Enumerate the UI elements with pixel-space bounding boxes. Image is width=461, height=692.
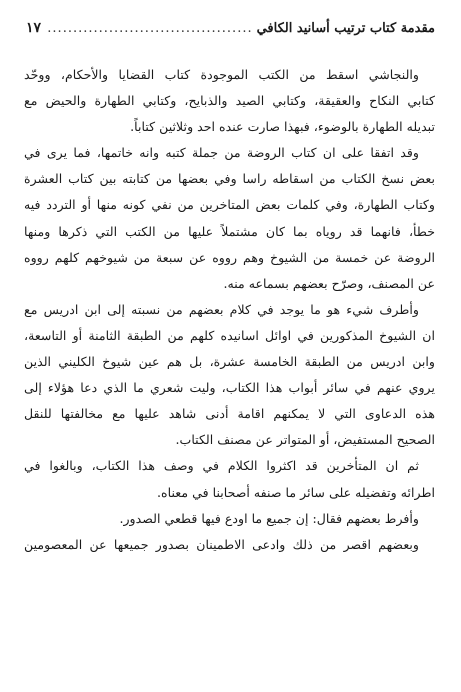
header-dot-leader [45, 21, 253, 36]
paragraph-line: الصحيح المستفيض، أو المتواتر عن مصنف الكتاب. [175, 432, 435, 448]
paragraph-line: خطأ، فانهما قد روياه بما كان مشتملاً عليها من الكتب التي ذكرها ومنها [24, 223, 435, 239]
paragraph-line: الروضة عن خمسة من الشيوخ وهم رووه عن سبعة من شيوخهم كلهم رووه [24, 249, 435, 265]
paragraph-line: كتابي النكاح والعقيقة، وكتابي الصيد والذبايح، وكتابي الطهارة والحيض مع [24, 93, 435, 109]
paragraph-line: هذه الدعاوى التي لا يمكنهم اقامة أدنى شاهد عليها مع مخالفتها للنقل [24, 406, 435, 422]
paragraph-line: وكتاب الطهارة، وفي كلمات بعض المتاخرين من نفي كونه منها أو التردد فيه [24, 197, 435, 213]
paragraph-line: اطرائه وتفضيله على سائر ما صنفه أصحابنا في معناه. [157, 484, 435, 500]
paragraph-line: بعض نسخ الكتاب من اسقاطه راسا وفي بعضها من كتابته بين كتاب العشرة [24, 171, 435, 187]
paragraph-line: يروي عنهم في سائر أبواب هذا الكتاب، وليت شعري ما الذي دعا هؤلاء إلى [24, 380, 435, 396]
paragraph-line: وبعضهم اقصر من ذلك وادعى الاطمينان بصدور جميعها عن المعصومين [24, 536, 419, 552]
paragraph-line: عن المصنف، وصرّح بعضهم بسماعه منه. [223, 275, 435, 291]
paragraph-line: وأطرف شيء هو ما يوجد في كلام بعضهم من نسبته إلى ابن ادريس مع [24, 301, 419, 317]
paragraph-line: والنجاشي اسقط من الكتب الموجودة كتاب القضايا والأحكام، ووحّد [24, 67, 419, 82]
running-header [26, 20, 435, 42]
header-title: مقدمة كتاب ترتيب أسانيد الكافي [256, 21, 435, 36]
paragraph-line: وأفرط بعضهم فقال: إن جميع ما اودع فيها قطعي الصدور. [119, 510, 419, 526]
paragraph-line: ثم ان المتأخرين قد اكثروا الكلام في وصف هذا الكتاب، وبالغوا في [24, 458, 419, 474]
paragraph-line: تبديله الطهارة بالوضوء، فبهذا صارت عنده احد وثلاثين كتاباً. [130, 119, 435, 135]
paragraph-line: ان الشيوخ المذكورين في اوائل اسانيده كلهم من الطبقة الثامنة أو التاسعة، [24, 327, 435, 343]
page-number: ١٧ [26, 20, 42, 36]
paragraph-line: وابن ادريس من الطبقة الخامسة عشرة، بل هم عين شيوخ الكليني الذين [24, 354, 435, 370]
body-text [24, 62, 435, 558]
paragraph-line: وقد اتفقا على ان كتاب الروضة من جملة كتبه وانه خاتمها، فما يرى في [24, 145, 419, 161]
